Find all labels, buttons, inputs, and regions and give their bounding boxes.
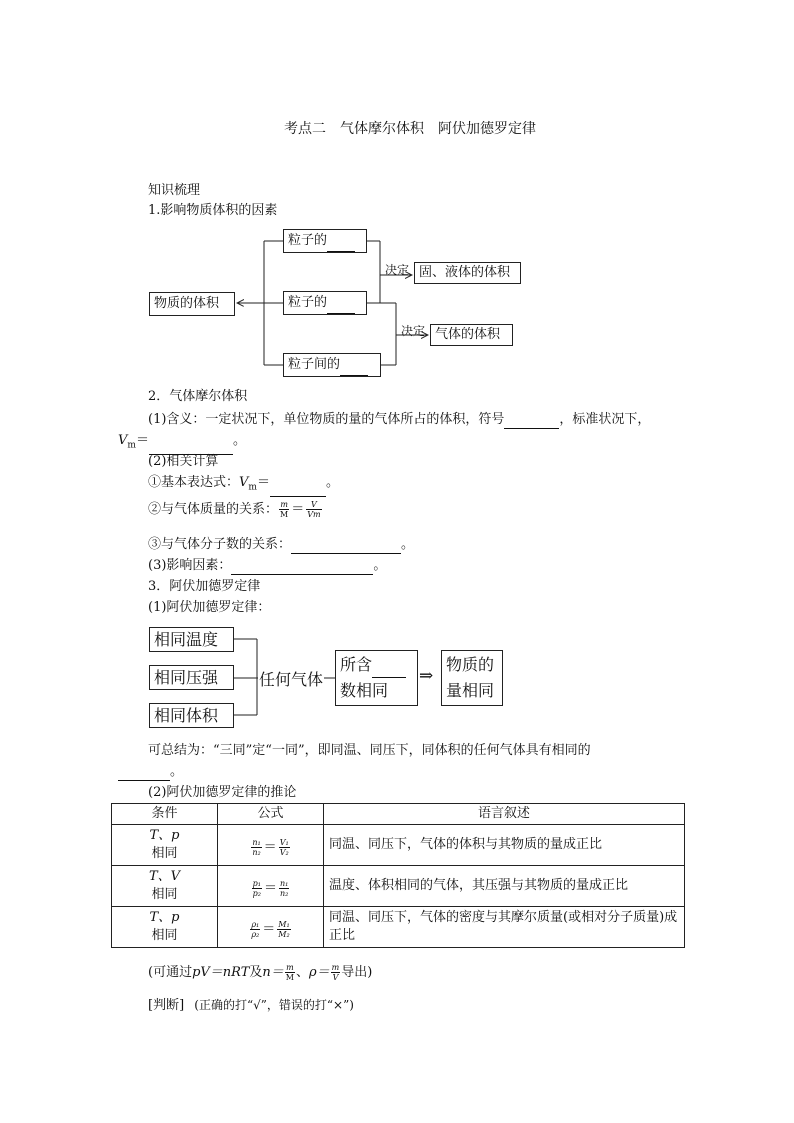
ideal-gas-equation: pV＝nRT [192,964,250,980]
row-condition [112,907,218,948]
frac-num: m [280,500,288,509]
frac-den: V₂ [279,848,289,857]
box-contains-particles [335,650,418,706]
equals: ＝ [263,880,277,896]
derivation-note [148,963,372,982]
rho-equation: ρ＝ [309,964,330,980]
box-solid-liquid-volume: 固、液体的体积 [414,262,521,284]
condition-same: 相同 [151,887,178,902]
molecule-label: ③与气体分子数的关系： [148,537,292,552]
table-header-row [112,804,685,825]
condition-vars: T、p [149,828,180,843]
calc-heading: (2)相关计算 [148,454,219,469]
box-same-temperature: 相同温度 [149,627,234,652]
fraction-m-over-M [285,963,295,982]
period: 。 [373,558,387,573]
table-row [112,866,685,907]
factors-blank [231,560,373,575]
header-formula: 公式 [218,804,324,825]
vm-symbol: V [118,433,128,448]
result-line2: 量相同 [446,681,495,700]
symbol-blank [504,414,559,429]
equals: ＝ [262,921,276,937]
molecule-relation [148,536,414,554]
judge-tag: [判断] [148,998,185,1013]
row-formula [218,866,324,907]
summary-end [118,763,183,781]
s3-heading: 3．阿伏加德罗定律 [148,579,261,594]
implies-arrow: ⇒ [419,666,434,686]
derivation-prefix: (可通过 [148,964,193,980]
period: 。 [401,537,415,552]
frac-den: M [285,973,294,982]
table-row [112,825,685,866]
derivation-and: 及 [249,964,263,980]
fraction-left [251,838,261,857]
box-particle-size [283,229,367,253]
frac-num: m [331,963,340,972]
fraction-left [250,920,260,939]
s1-heading: 1.影响物质体积的因素 [148,203,278,218]
box-particle-distance [283,353,381,377]
frac-den: Vm [307,510,321,519]
decide-label-1: 决定 [385,263,410,277]
box-same-amount [441,650,503,706]
row-formula [218,825,324,866]
section-label: 知识梳理 [148,183,201,198]
derivation-suffix: 导出) [341,964,373,980]
formula [250,838,290,857]
table-row [112,907,685,948]
fraction-m-over-M [279,500,289,519]
frac-num: p₁ [252,879,261,888]
inference-table [111,803,685,948]
fraction-V-over-Vm [306,500,321,519]
fraction-m-over-V [331,963,341,982]
basic-label: ①基本表达式： [148,475,240,490]
box-gas-volume: 气体的体积 [430,324,513,346]
judge-line [148,996,354,1015]
factors-line [148,557,386,575]
vm-equals: ＝ [135,433,149,448]
condition-vars: T、V [148,869,181,884]
period: 。 [325,475,339,490]
mass-label: ②与气体质量的关系： [148,501,279,517]
molecule-blank [291,539,401,554]
vm-line [118,432,246,455]
period: 。 [170,764,184,779]
frac-num: M₁ [278,920,290,929]
formula [249,920,291,939]
frac-num: V₁ [279,838,289,847]
condition-same: 相同 [151,928,178,943]
row-description: 同温、同压下，气体的密度与其摩尔质量(或相对分子质量)成正比 [324,907,685,948]
frac-den: n₂ [252,848,261,857]
equals: ＝ [256,475,270,490]
frac-num: ρ₁ [251,920,260,929]
row-condition [112,825,218,866]
frac-num: n₁ [252,838,261,847]
particles-blank [372,659,406,678]
formula [251,879,291,898]
box-same-volume: 相同体积 [149,703,234,728]
vm-subscript: m [248,482,257,493]
fraction-left [252,879,262,898]
judge-note: (正确的打“√”，错误的打“×”) [194,998,354,1012]
s2-heading: 2．气体摩尔体积 [148,389,248,404]
frac-num: m [286,963,294,972]
separator: 、 [296,964,310,980]
frac-den: M₂ [278,930,290,939]
row-description: 同温、同压下，气体的体积与其物质的量成正比 [324,825,685,866]
frac-num: n₁ [279,879,289,888]
blank [327,237,355,252]
blank [327,299,355,314]
n-equation: n＝ [262,964,284,980]
header-description: 语言叙述 [324,804,685,825]
box-particle-distance-label: 粒子间的 [288,357,341,372]
frac-den: M [280,510,289,519]
frac-den: p₂ [252,889,261,898]
frac-den: ρ₂ [251,930,260,939]
expression-blank [270,482,326,497]
summary-blank [118,766,170,781]
row-condition [112,866,218,907]
fraction-right [279,879,289,898]
factors-label: (3)影响因素： [148,558,232,573]
mass-relation [148,500,323,519]
s2-definition [148,411,650,429]
box-same-pressure: 相同压强 [149,665,234,690]
fraction-right [277,920,290,939]
frac-den: V [332,973,339,982]
contains-line1: 所含 [340,655,373,674]
row-description: 温度、体积相同的气体，其压强与其物质的量成正比 [324,866,685,907]
equals: ＝ [263,839,277,855]
any-gas-label: 任何气体 [258,667,324,690]
contains-line2: 数相同 [340,681,389,700]
definition-text: (1)含义：一定状况下，单位物质的量的气体所占的体积，符号 [148,412,505,427]
period: 。 [232,433,246,448]
fraction-right [279,838,290,857]
frac-num: V [306,500,321,510]
s3-subheading: (1)阿伏加德罗定律： [148,600,271,615]
vm-symbol: V [239,475,249,490]
equals: ＝ [291,501,305,517]
definition-tail: ，标准状况下， [559,412,651,427]
page-title: 考点二 气体摩尔体积 阿伏加德罗定律 [284,121,536,137]
summary-text: 可总结为：“三同”定“一同”，即同温、同压下，同体积的任何气体具有相同的 [148,743,591,758]
blank [340,361,368,376]
basic-expression [148,474,339,497]
condition-vars: T、p [149,910,180,925]
decide-label-2: 决定 [401,324,426,338]
result-line1: 物质的 [446,655,495,674]
box-particle-number-label: 粒子的 [288,295,328,310]
condition-same: 相同 [151,846,178,861]
inference-heading: (2)阿伏加德罗定律的推论 [148,785,297,800]
box-substance-volume: 物质的体积 [149,292,235,316]
vm-subscript: m [127,440,136,451]
row-formula [218,907,324,948]
header-condition: 条件 [112,804,218,825]
frac-den: n₂ [279,889,289,898]
box-particle-size-label: 粒子的 [288,233,328,248]
box-particle-number [283,291,367,315]
